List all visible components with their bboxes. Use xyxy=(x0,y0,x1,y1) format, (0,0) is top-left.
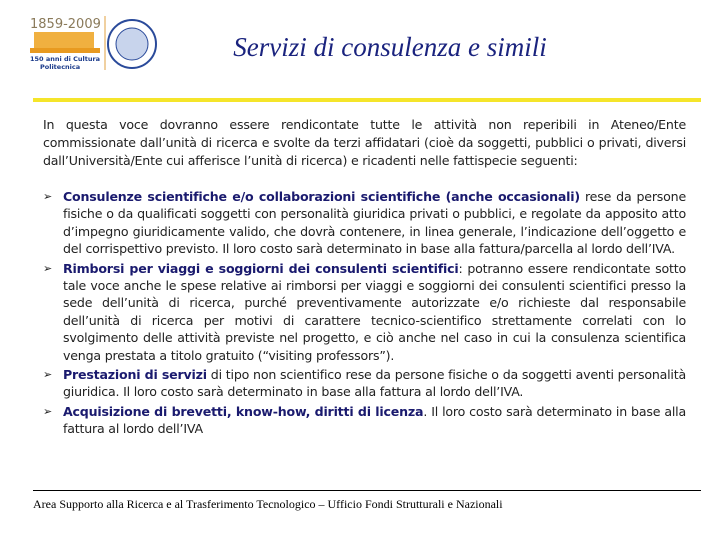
svg-text:1859-2009: 1859-2009 xyxy=(30,17,101,32)
item-text: di tipo non scientifico rese da persone fisiche o da soggetti aventi personalità giuridica. Il loro costo sarà determinato in base alla fattura al lordo dell’IVA. xyxy=(63,367,686,400)
list-item xyxy=(43,188,686,258)
arrow-bullet-icon: ➢ xyxy=(43,404,53,418)
svg-text:Politecnica: Politecnica xyxy=(40,63,81,71)
item-heading: Consulenze scientifiche e/o collaborazioni scientifiche (anche occasionali) xyxy=(63,189,580,204)
footer-text: Area Supporto alla Ricerca e al Trasferimento Tecnologico – Ufficio Fondi Strutturali e Nazionali xyxy=(33,497,503,511)
bullet-list xyxy=(43,188,686,440)
intro-paragraph: In questa voce dovranno essere rendicontate tutte le attività non reperibili in Ateneo/Ente commissionate dall’unità di ricerca e svolte da terzi affidatari (cioè da soggetti, pubblici o privati, diversi dall’Università/Ente cui afferisce l’unità di ricerca) e ricadenti nelle fattispecie seguenti: xyxy=(43,117,686,168)
logo xyxy=(28,14,178,74)
item-text: : potranno essere rendicontate sotto tale voce anche le spese relative ai rimborsi per viaggi e soggiorni dei consulenti scientifici presso la sede dell’unità di ricerca, purché preventivamente autorizzate e/o richieste dal responsabile dell’unità di ricerca per motivi di carattere tecnico-scientifico strettamente correlati con lo svolgimento delle attività previste nel progetto, e ciò anche nel caso in cui la consulenza scientifica venga prestata a titolo gratuito (“visiting professors”). xyxy=(63,260,686,363)
arrow-bullet-icon: ➢ xyxy=(43,190,53,203)
page-title: Servizi di consulenza e simili xyxy=(233,32,547,62)
svg-text:150 anni di Cultura: 150 anni di Cultura xyxy=(30,55,101,63)
item-heading: Prestazioni di servizi xyxy=(63,367,207,383)
list-item xyxy=(43,403,686,438)
arrow-bullet-icon: ➢ xyxy=(43,368,53,382)
list-item xyxy=(43,260,686,364)
item-heading: Acquisizione di brevetti, know-how, diritti di licenza xyxy=(63,403,424,419)
item-heading: Rimborsi per viaggi e soggiorni dei consulenti scientifici xyxy=(63,260,459,276)
arrow-bullet-icon: ➢ xyxy=(43,261,53,275)
title-divider xyxy=(33,98,701,102)
item-text: . Il loro costo sarà determinato in base alla fattura al lordo dell’IVA xyxy=(63,403,686,437)
item-text: rese da persone fisiche o da qualificati soggetti con personalità giuridica privati o pubblici, e regolate da apposito atto d’impegno giuridicamente valido, che dovrà contenere, in linea generale, l’indicazione dell’oggetto e del corrispettivo previsto. Il loro costo sarà determinato in base alla fattura/parcella al lordo dell’IVA. xyxy=(63,189,686,257)
list-item xyxy=(43,366,686,401)
footer-divider xyxy=(33,490,701,491)
